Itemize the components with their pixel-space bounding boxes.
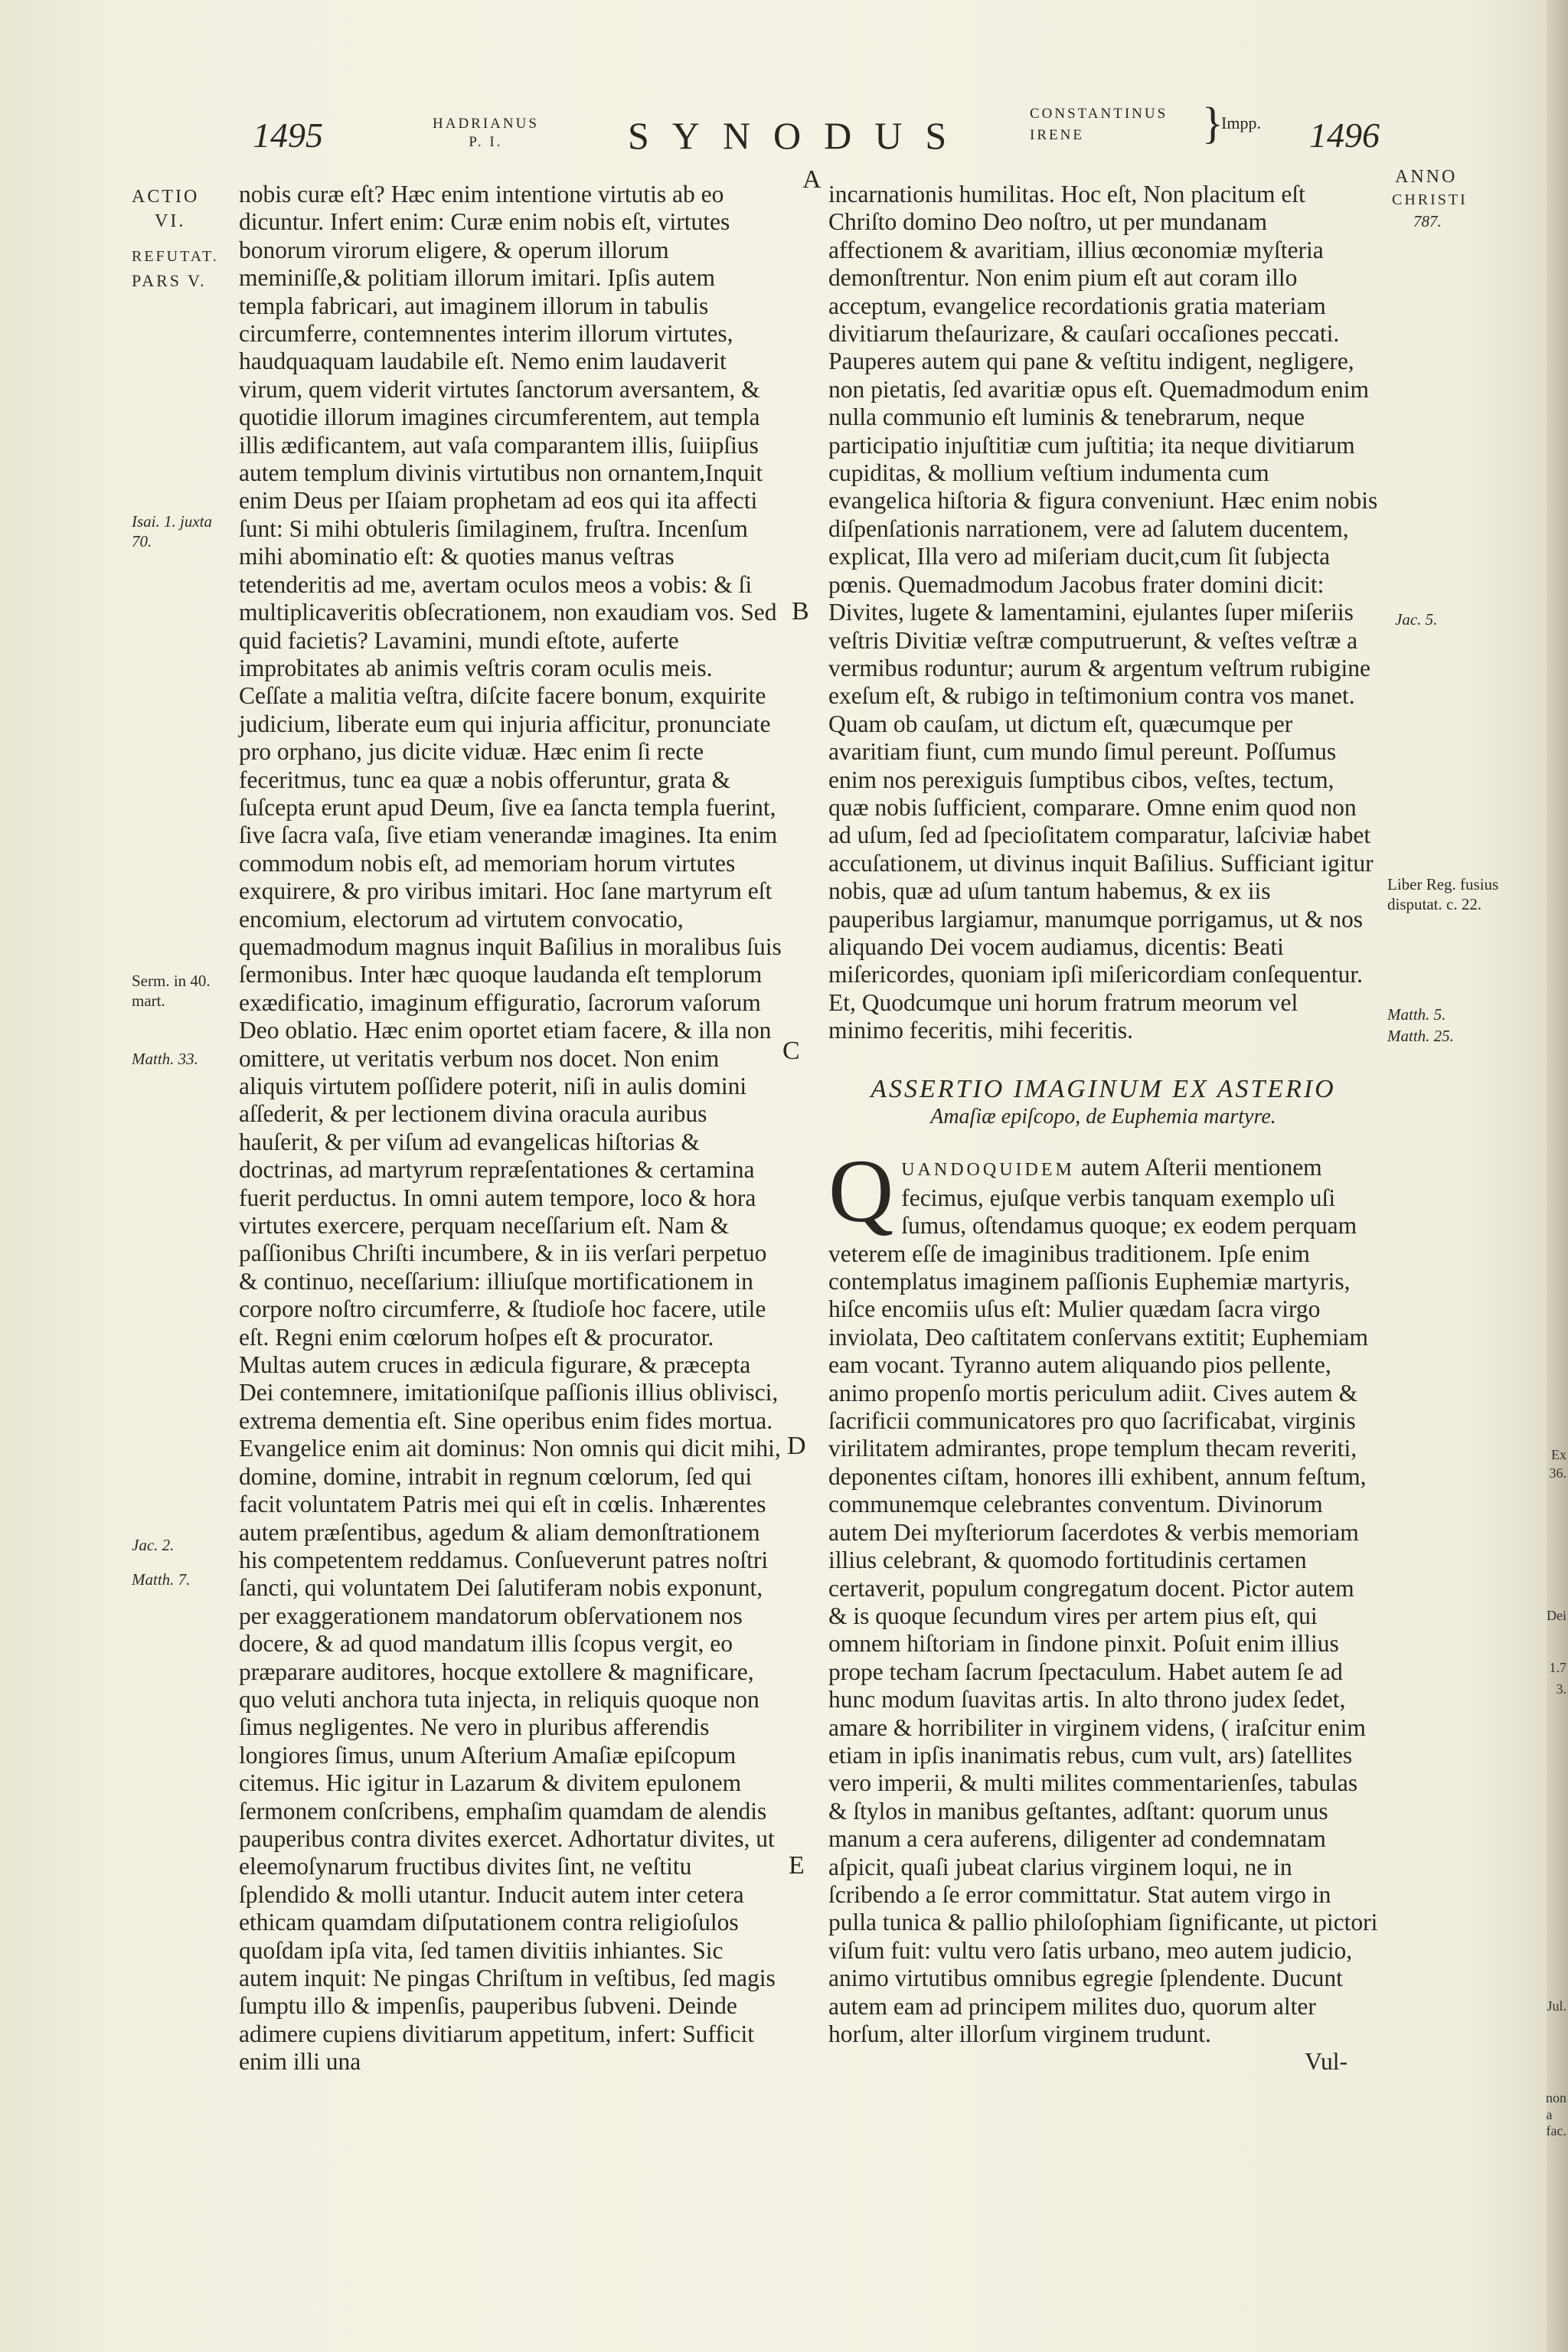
edge-fragment: 3. (1556, 1681, 1566, 1697)
margin-christi: CHRISTI (1392, 191, 1468, 208)
margin-serm-ref: Serm. in 40. mart. (132, 972, 211, 1010)
section-heading: ASSERTIO IMAGINUM EX ASTERIO (871, 1074, 1336, 1103)
header-pope (433, 115, 539, 152)
lead-capitals: UANDOQUIDEM (901, 1160, 1075, 1181)
brace-icon: } (1202, 98, 1223, 148)
page-number-right: 1496 (1309, 116, 1380, 155)
left-column (239, 181, 786, 2076)
left-column-text: nobis curæ eſt? Hæc enim intentione virtutis ab eo dicuntur. Infert enim: Curæ enim nobis eſt, virtutes bonorum virorum eligere, & operum illorum meminiſſe,& politiam illorum imitari. Ipſis autem templa fabricari, aut imaginem illorum in tabulis circumferre, contemnentes interim illorum virtutes, haudquaquam laudabile eſt. Nemo enim laudaverit virum, quem viderit virtutes ſanctorum aversantem, & quotidie illorum imagines circumferentem, aut templa illis ædificantem, aut vaſa comparantem illis, ſuiipſius autem templum divinis virtutibus non ornantem,Inquit enim Deus per Iſaiam prophetam ad eos qui ita affecti ſunt: Si mihi obtuleris ſimilaginem, fruſtra. Incenſum mihi abominatio eſt: & quoties manus veſtras tetenderitis ad me, avertam oculos meos a vobis: & ſi multiplicaveritis obſecrationem, non exaudiam vos. Sed quid facietis? Lavamini, mundi eſtote, auferte improbitates ab animis veſtris coram oculis meis. Ceſſate a malitia veſtra, diſcite facere bonum, exquirite judicium, liberate eum qui injuria afficitur, pronunciate pro orphano, jus dicite viduæ. Hæc enim ſi recte feceritmus, tunc ea quæ a nobis offeruntur, grata & ſuſcepta erunt apud Deum, ſive ea ſancta templa fuerint, ſive ſacra vaſa, ſive etiam venerandæ imagines. Ita enim commodum nobis eſt, ad memoriam horum virtutes exquirere, & pro viribus imitari. Hoc ſane martyrum eſt encomium, electorum ad virtutem convocatio, quemadmodum magnus inquit Baſilius in moralibus ſuis ſermonibus. Inter hæc quoque laudanda eſt templorum exædificatio, imaginum effiguratio, ſacrorum vaſorum Deo oblatio. Hæc enim oportet etiam facere, & illa non omittere, ut veritatis verbum nos docet. Non enim aliquis virtutem poſſidere poterit, niſi in aulis domini aſſederit, & per lectionem divina oracula auribus hauſerit, & per viſum ad evangelicas hiſtorias & doctrinas, ad martyrum repræſentationes & certamina fuerit perductus. In omni autem tempore, loco & hora virtutes exercere, perquam neceſſarium eſt. Nam & paſſionibus Chriſti incumbere, & in iis verſari perpetuo & continuo, neceſſarium: illiuſque mortificationem in corpore noſtro circumferre, & ſtudioſe hoc facere, utile eſt. Regni enim cœlorum hoſpes eſt & procurator. Multas autem cruces in ædicula figurare, & præcepta Dei contemnere, imitationiſque paſſionis illius oblivisci, extrema dementia eſt. Sine operibus enim fides mortua. Evangelice enim ait dominus: Non omnis qui dicit mihi, domine, domine, intrabit in regnum cœlorum, ſed qui facit voluntatem Patris mei qui eſt in cœlis. Inhærentes autem præſentibus, agedum & aliam demonſtrationem his competentem reddamus. Conſueverunt patres noſtri ſancti, qui voluntatem Dei ſalutiferam nobis exponunt, per exaggerationem mandatorum obſervationem nos docere, & ad quod mandatum illis ſcopus vergit, eo præparare auditores, hocque extollere & magnificare, quo veluti anchora tuta injecta, in reliquis quoque non ſimus negligentes. Ne vero in pluribus afferendis longiores ſimus, unum Aſterium Amaſiæ epiſcopum citemus. Hic igitur in Lazarum & divitem epulonem ſermonem conſcribens, emphaſim quamdam de alendis pauperibus contra divites exercet. Adhortatur divites, ut eleemoſynarum fructibus divites ſint, ne veſtitu ſplendido & molli utantur. Inducit autem inter cetera ethicam quamdam diſputationem contra religioſulos quoſdam ipſa vita, ſed tamen divitiis inhiantes. Sic autem inquit: Ne pingas Chriſtum in veſtibus, ſed magis ſumptu illo & impenſis, pauperibus ſubveni. Deinde adimere cupiens divitiarum appetitum, infert: Sufficit enim illi una (239, 181, 782, 2076)
header-pope-number: P. I. (469, 134, 503, 150)
right-column (828, 181, 1378, 2076)
edge-fragment: Jul. (1547, 1998, 1566, 2014)
section-subheading: Amaſiæ epiſcopo, de Euphemia martyre. (930, 1105, 1276, 1129)
margin-pars: PARS V. (132, 271, 207, 290)
section-letter-d: D (787, 1432, 806, 1460)
paragraph-2-body: autem Aſterii mentionem fecimus, ejuſque verbis tanquam exemplo uſi ſumus, oſtendamus quoque; ex eodem perquam veterem eſſe de imaginibus traditionem. Ipſe enim contemplatus imaginem paſſionis Euphemiæ martyris, hiſce encomiis uſus eſt: Mulier quædam ſacra virgo inviolata, Deo caſtitatem conſervans extitit; Euphemiam eam vocant. Tyranno autem aliquando pios pellente, animo propenſo mortis periculum adiit. Cives autem & ſacrificii communicatores pro quo ſacrificabat, virginis virilitatem admirantes, prope templum thecam reveriti, deponentes ciſtam, honores illi exhibent, annum feſtum, communemque celebrantes conventum. Divinorum autem Dei myſteriorum ſacerdotes & verbis memoriam illius celebrant, & quomodo fortitudinis certamen certaverit, populum congregatum docent. Pictor autem & is quoque ſecundum vires per artem pius eſt, qui omnem hiſtoriam in ſindone pinxit. Poſuit enim illius prope techam ſacrum ſpectaculum. Habet autem ſe ad hunc modum ſuavitas artis. In alto throno judex ſedet, amare & horribiliter in virginem videns, ( iraſcitur enim etiam in ipſis inanimatis rebus, cum vult, ars) ſatellites vero imperii, & multi milites commentarienſes, tabulas & ſtylos in manibus geſtantes, adſtant: quorum unus manum a cera auferens, diligenter ad condemnatam aſpicit, quaſi jubeat clarius virginem loqui, ne in ſcribendo a ſe error committatur. Stat autem virgo in pulla tunica & pallio philoſophiam ſignificante, ut pictori viſum fuit: vultu vero ſatis urbano, meo autem judicio, animo virtutibus omnibus egregie ſplendente. Ducunt autem eam ad principem milites duo, quorum alter horſum, alter illorſum virginem trudunt. (828, 1154, 1378, 2047)
next-page-edge (1547, 0, 1568, 2352)
section-letter-c: C (782, 1037, 800, 1065)
margin-isaiah-ref: Isai. 1. juxta 70. (132, 512, 212, 550)
drop-cap: Q (828, 1141, 894, 1242)
margin-matth-33: Matth. 33. (132, 1050, 198, 1068)
header-emperors (1030, 103, 1168, 146)
page-number-left: 1495 (253, 116, 323, 155)
catchword: Vul- (1305, 2048, 1348, 2076)
edge-fragment: Dei (1547, 1608, 1566, 1623)
section-letter-b: B (792, 597, 809, 626)
margin-liber-reg: Liber Reg. fusius disputat. c. 22. (1387, 875, 1499, 913)
right-column-paragraph-2 (828, 1141, 1378, 2048)
margin-actio-number: VI. (155, 211, 186, 231)
header-emperor-constantinus: CONSTANTINUS (1030, 106, 1168, 122)
margin-refutat: REFUTAT. (132, 248, 219, 265)
margin-actio: ACTIO (132, 187, 200, 207)
edge-fragment: 36. (1549, 1465, 1566, 1481)
margin-matth-5: Matth. 5. (1387, 1005, 1446, 1024)
header-emperor-irene: IRENE (1030, 127, 1084, 143)
margin-jac-5: Jac. 5. (1395, 610, 1438, 629)
header-hadrianus: HADRIANUS (433, 116, 539, 132)
section-letter-a: A (802, 165, 822, 194)
running-title: SYNODUS (628, 114, 970, 157)
edge-fragment: Ex (1551, 1447, 1566, 1462)
margin-matth-7: Matth. 7. (132, 1570, 191, 1589)
margin-matth-25: Matth. 25. (1387, 1027, 1454, 1045)
margin-year: 787. (1413, 212, 1442, 230)
section-letter-e: E (789, 1851, 805, 1880)
right-column-paragraph-1: incarnationis humilitas. Hoc eſt, Non placitum eſt Chriſto domino Deo noſtro, ut per mundanam affectionem & avaritiam, illius œconomiæ myſteria demonſtrentur. Non enim pium eſt aut coram illo acceptum, evangelice recordationis gratia materiam divitiarum theſaurizare, & cauſari occaſiones peccati. Pauperes autem qui pane & veſtitu indigent, negligere, non pietatis, ſed avaritiæ opus eſt. Quemadmodum enim nulla communio eſt luminis & tenebrarum, neque participatio injuſtitiæ cum juſtitia; ita neque divitiarum cupiditas, & mollium veſtium indumenta cum evangelica hiſtoria & figura conveniunt. Hæc enim nobis diſpenſationis narrationem, vere ad ſalutem ducentem, explicat, Illa vero ad miſeriam ducit,cum ſit ſubjecta pœnis. Quemadmodum Jacobus frater domini dicit: Divites, lugete & lamentamini, ejulantes ſuper miſeriis veſtris Divitiæ veſtræ computruerunt, & veſtes veſtræ a vermibus roduntur; aurum & argentum veſtrum rubigine exeſum eſt, & rubigo in teſtimonium contra vos manet. Quam ob cauſam, ut dictum eſt, quæcumque per avaritiam fiunt, cum mundo ſimul pereunt. Poſſumus enim nos perexiguis ſumptibus cibos, veſtes, tectum, quæ nobis ſufficient, comparare. Omne enim quod non ad uſum, ſed ad ſpecioſitatem comparatur, laſciviæ habet accuſationem, ut divinus inquit Baſilius. Sufficiant igitur nobis, quæ ad uſum tantum habemus, & ex iis pauperibus largiamur, manumque porrigamus, ut & nos aliquando Dei vocem audiamus, dicentis: Beati miſericordes, quoniam ipſi miſericordiam conſequentur. Et, Quodcumque uni horum fratrum meorum vel minimo feceritis, mihi feceritis. (828, 181, 1378, 1044)
edge-fragment: non (1546, 2090, 1566, 2105)
edge-fragment: 1.7 (1549, 1660, 1566, 1675)
edge-fragment: a fac. (1546, 2107, 1567, 2138)
margin-anno: ANNO (1395, 167, 1458, 187)
header-imperators: Impp. (1221, 113, 1261, 132)
margin-jac-2: Jac. 2. (132, 1536, 175, 1554)
